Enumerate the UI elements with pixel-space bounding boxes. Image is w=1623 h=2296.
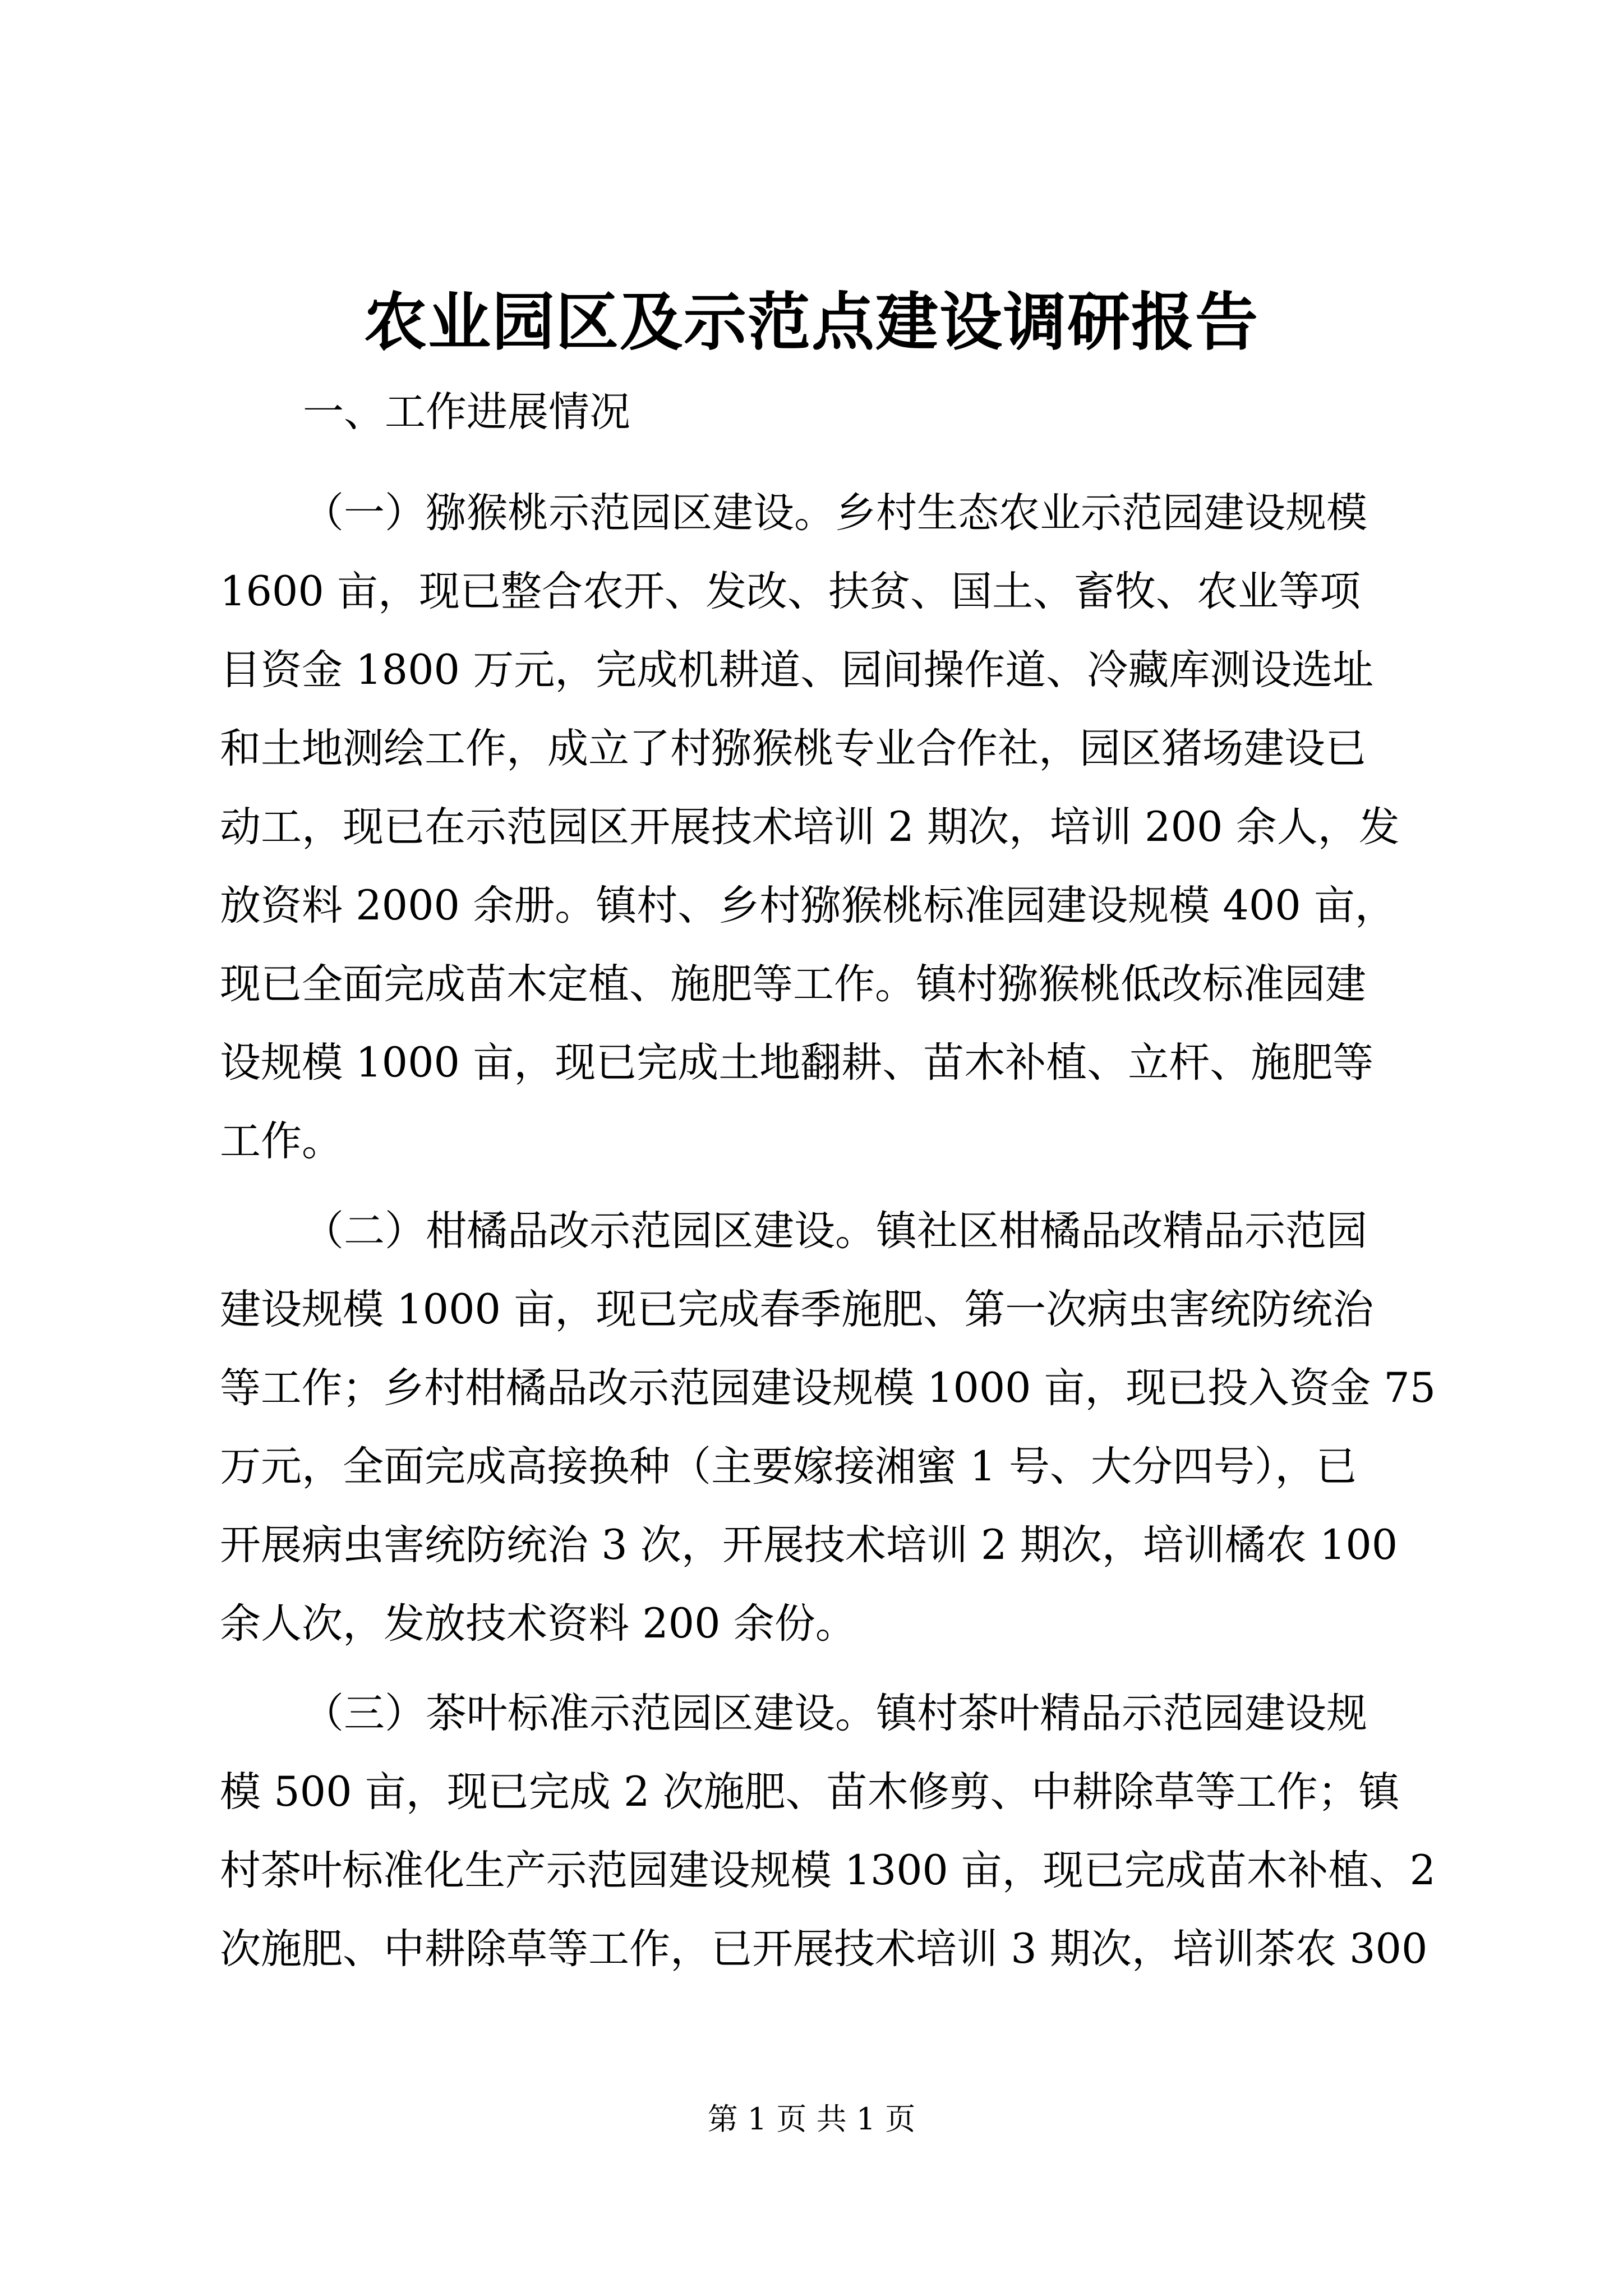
paragraph-3-line-4: 次施肥、中耕除草等工作，已开展技术培训 3 期次，培训茶农 300 [220, 1925, 1428, 1973]
paragraph-1-line-6: 放资料 2000 余册。镇村、乡村猕猴桃标准园建设规模 400 亩， [220, 882, 1396, 930]
paragraph-1-line-2: 1600 亩，现已整合农开、发改、扶贫、国土、畜牧、农业等项 [220, 568, 1361, 615]
paragraph-1-line-4: 和土地测绘工作，成立了村猕猴桃专业合作社，园区猪场建设已 [220, 725, 1366, 772]
paragraph-2-line-6: 余人次，发放技术资料 200 余份。 [220, 1600, 856, 1648]
paragraph-2-line-4: 万元，全面完成高接换种（主要嫁接湘蜜 1 号、大分四号），已 [220, 1443, 1357, 1490]
paragraph-1-line-7: 现已全面完成苗木定植、施肥等工作。镇村猕猴桃低改标准园建 [220, 960, 1366, 1008]
paragraph-1-line-5: 动工，现已在示范园区开展技术培训 2 期次，培训 200 余人，发 [220, 803, 1400, 851]
paragraph-2-line-1: （二）柑橘品改示范园区建设。镇社区柑橘品改精品示范园 [303, 1207, 1367, 1255]
paragraph-1-line-8: 设规模 1000 亩，现已完成土地翻耕、苗木补植、立杆、施肥等 [220, 1039, 1374, 1087]
paragraph-1-line-1: （一）猕猴桃示范园区建设。乡村生态农业示范园建设规模 [303, 489, 1367, 537]
paragraph-2-line-2: 建设规模 1000 亩，现已完成春季施肥、第一次病虫害统防统治 [220, 1286, 1374, 1333]
document-title: 农业园区及示范点建设调研报告 [364, 286, 1259, 359]
paragraph-1-line-3: 目资金 1800 万元，完成机耕道、园间操作道、冷藏库测设选址 [220, 646, 1374, 694]
paragraph-2-line-3: 等工作；乡村柑橘品改示范园建设规模 1000 亩，现已投入资金 75 [220, 1364, 1436, 1412]
paragraph-3-line-2: 模 500 亩，现已完成 2 次施肥、苗木修剪、中耕除草等工作；镇 [220, 1768, 1400, 1816]
paragraph-1-line-9: 工作。 [220, 1117, 343, 1165]
paragraph-3-line-1: （三）茶叶标准示范园区建设。镇村茶叶精品示范园建设规 [303, 1690, 1367, 1737]
paragraph-2-line-5: 开展病虫害统防统治 3 次，开展技术培训 2 期次，培训橘农 100 [220, 1521, 1398, 1569]
paragraph-3-line-3: 村茶叶标准化生产示范园建设规模 1300 亩，现已完成苗木补植、2 [220, 1847, 1436, 1894]
section-heading: 一、工作进展情况 [303, 388, 630, 436]
page-footer: 第 1 页 共 1 页 [707, 2101, 916, 2137]
